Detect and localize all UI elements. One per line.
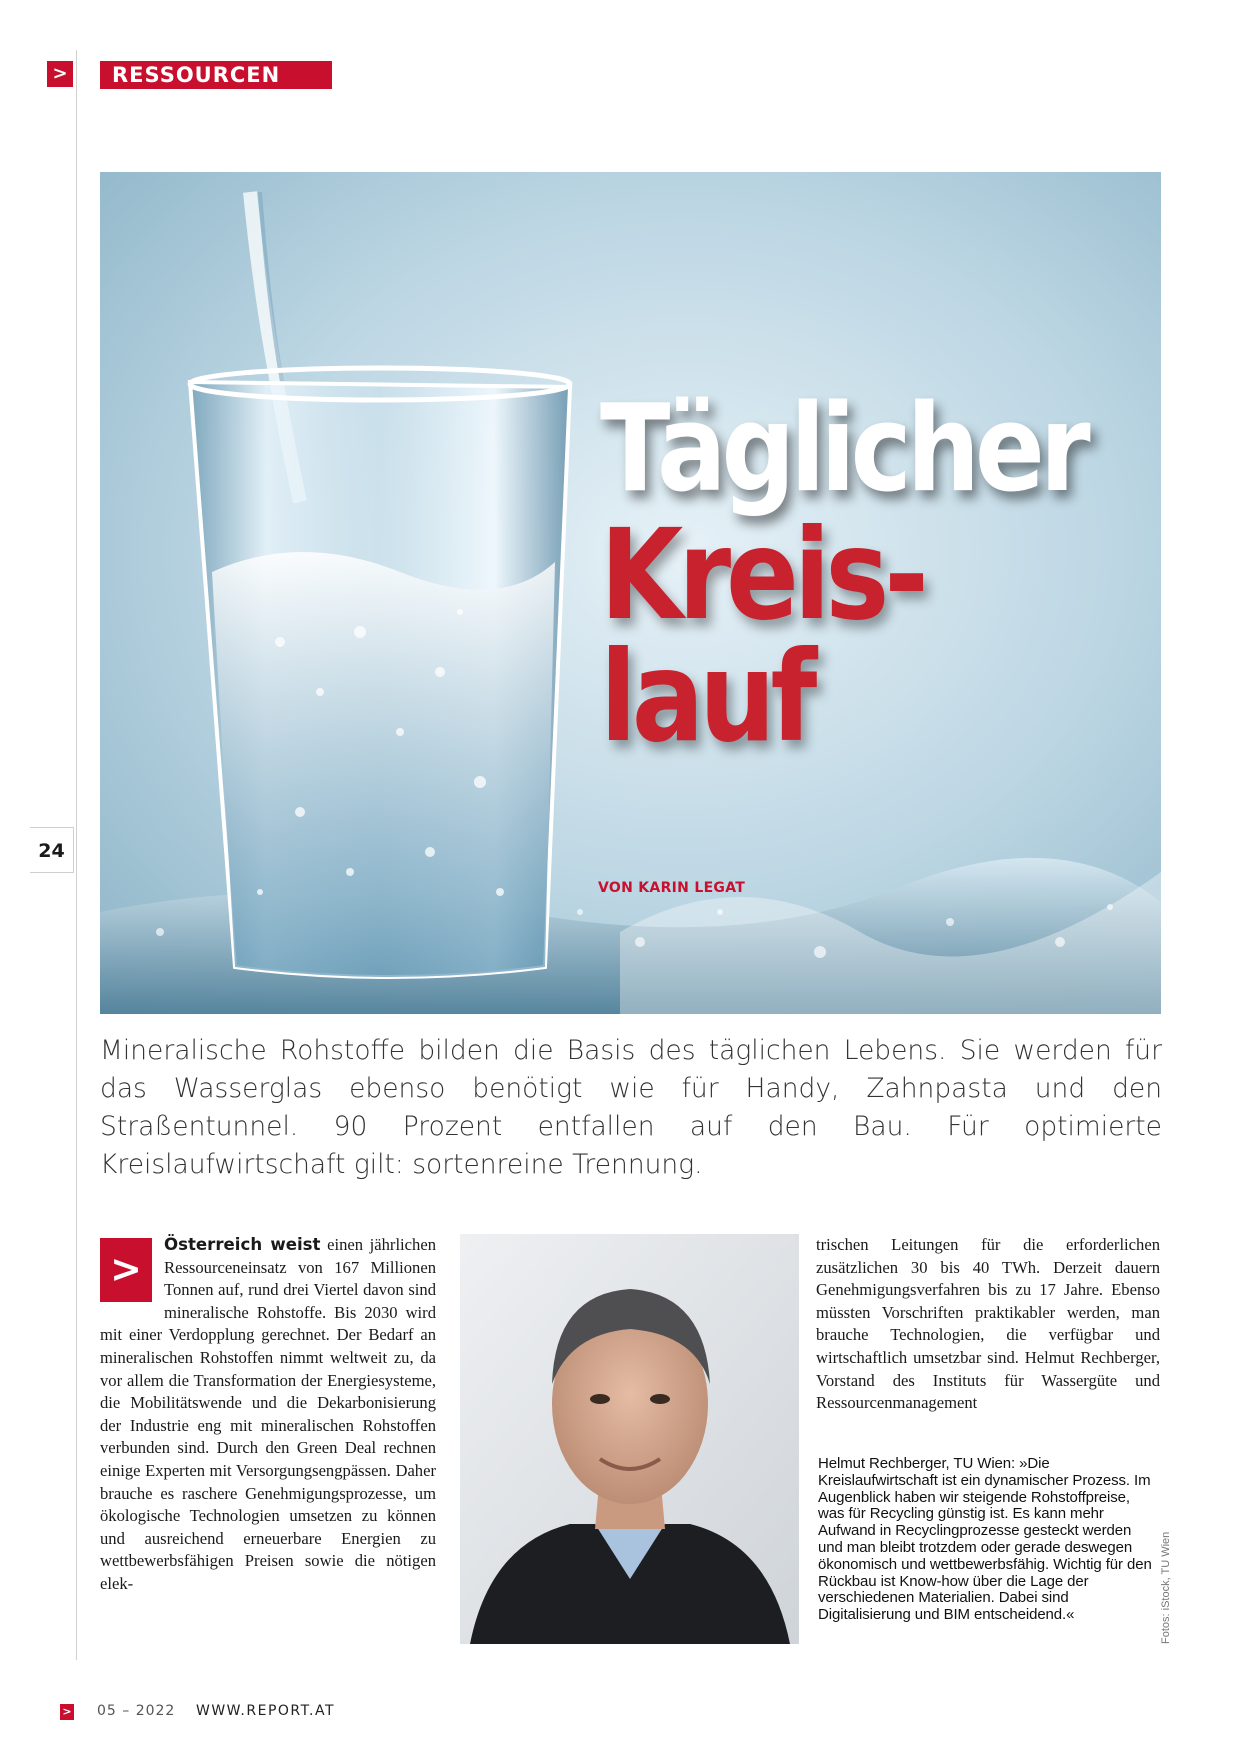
portrait-photo-icon: [460, 1234, 799, 1644]
photo-credit: Fotos: iStock, TU Wien: [1160, 1531, 1172, 1644]
headline-line-2: Kreis-: [600, 503, 924, 648]
body-column-2: trischen Leitungen für die erforderlichen zusätzlichen 30 bis 40 TWh. Derzeit dauern Genehmigungsverfahren bis zu 17 Jahre. Ebenso müssten Vorschriften praktikabler werden, man brauche Technologien, die verfügbar und wirtschaftlich umsetzbar sind. Helmut Rechberger, Vorstand des Instituts für Wassergüte und Ressourcenmanagement: [816, 1235, 1160, 1413]
body-column-1: [100, 1234, 436, 1596]
footer-issue: 05 – 2022: [97, 1703, 176, 1719]
body-text-1: einen jährlichen Ressourceneinsatz von 167 Millionen Tonnen auf, rund drei Viertel davon sind mineralische Rohstoffe. Bis 2030 wird mit einer Verdopplung gerechnet. Der Bedarf an mineralischen Rohstoffen nimmt weltweit zu, da vor allem die Transformation der Energiesysteme, die Mobilitätswende und die Dekarbonisierung der Industrie eng mit mineralischen Rohstoffen verbunden sind. Durch den Green Deal rechnen einige Experten mit Versorgungsengpässen. Daher brauche es raschere Genehmigungsprozesse, um ökologische Technologien umsetzen zu können und ausreichend erneuerbare Energien zu wettbewerbsfähigen Preisen sowie die nötigen elek-: [100, 1235, 436, 1593]
byline: VON KARIN LEGAT: [598, 880, 746, 896]
section-arrow-icon: >: [47, 61, 73, 87]
headline-line-1: Täglicher: [600, 380, 1086, 519]
headline-line-3: lauf: [600, 625, 813, 770]
lead-arrow-icon: >: [100, 1238, 152, 1302]
photo-caption: Helmut Rechberger, TU Wien: »Die Kreislaufwirtschaft ist ein dynamischer Prozess. Im Augenblick haben wir steigende Rohstoffpreise, was für Recycling günstig ist. Es kann mehr Aufwand in Recyclingprozesse gesteckt werden und man bleibt trotzdem oder gerade deswegen ökonomisch und wettbewerbsfähig. Wichtig für den Rückbau ist Know-how über die Lage der verschiedenen Materialien. Dabei sind Digitalisierung und BIM entscheidend.«: [818, 1455, 1152, 1624]
body-kicker: Österreich weist: [164, 1235, 321, 1254]
margin-rule: [76, 50, 77, 1660]
footer-arrow-icon: >: [60, 1704, 74, 1720]
portrait-image: [460, 1234, 799, 1644]
footer-website-link[interactable]: WWW.REPORT.AT: [196, 1703, 335, 1719]
headline: [600, 380, 1086, 770]
lead-paragraph: Mineralische Rohstoffe bilden die Basis des täglichen Lebens. Sie werden für das Wasserglas ebenso benötigt wie für Handy, Zahnpasta und den Straßentunnel. 90 Prozent entfallen auf den Bau. Für optimierte Kreislaufwirtschaft gilt: sortenreine Trennung.: [100, 1035, 1162, 1180]
section-tag: RESSOURCEN: [100, 61, 332, 89]
page-number: 24: [30, 827, 74, 873]
